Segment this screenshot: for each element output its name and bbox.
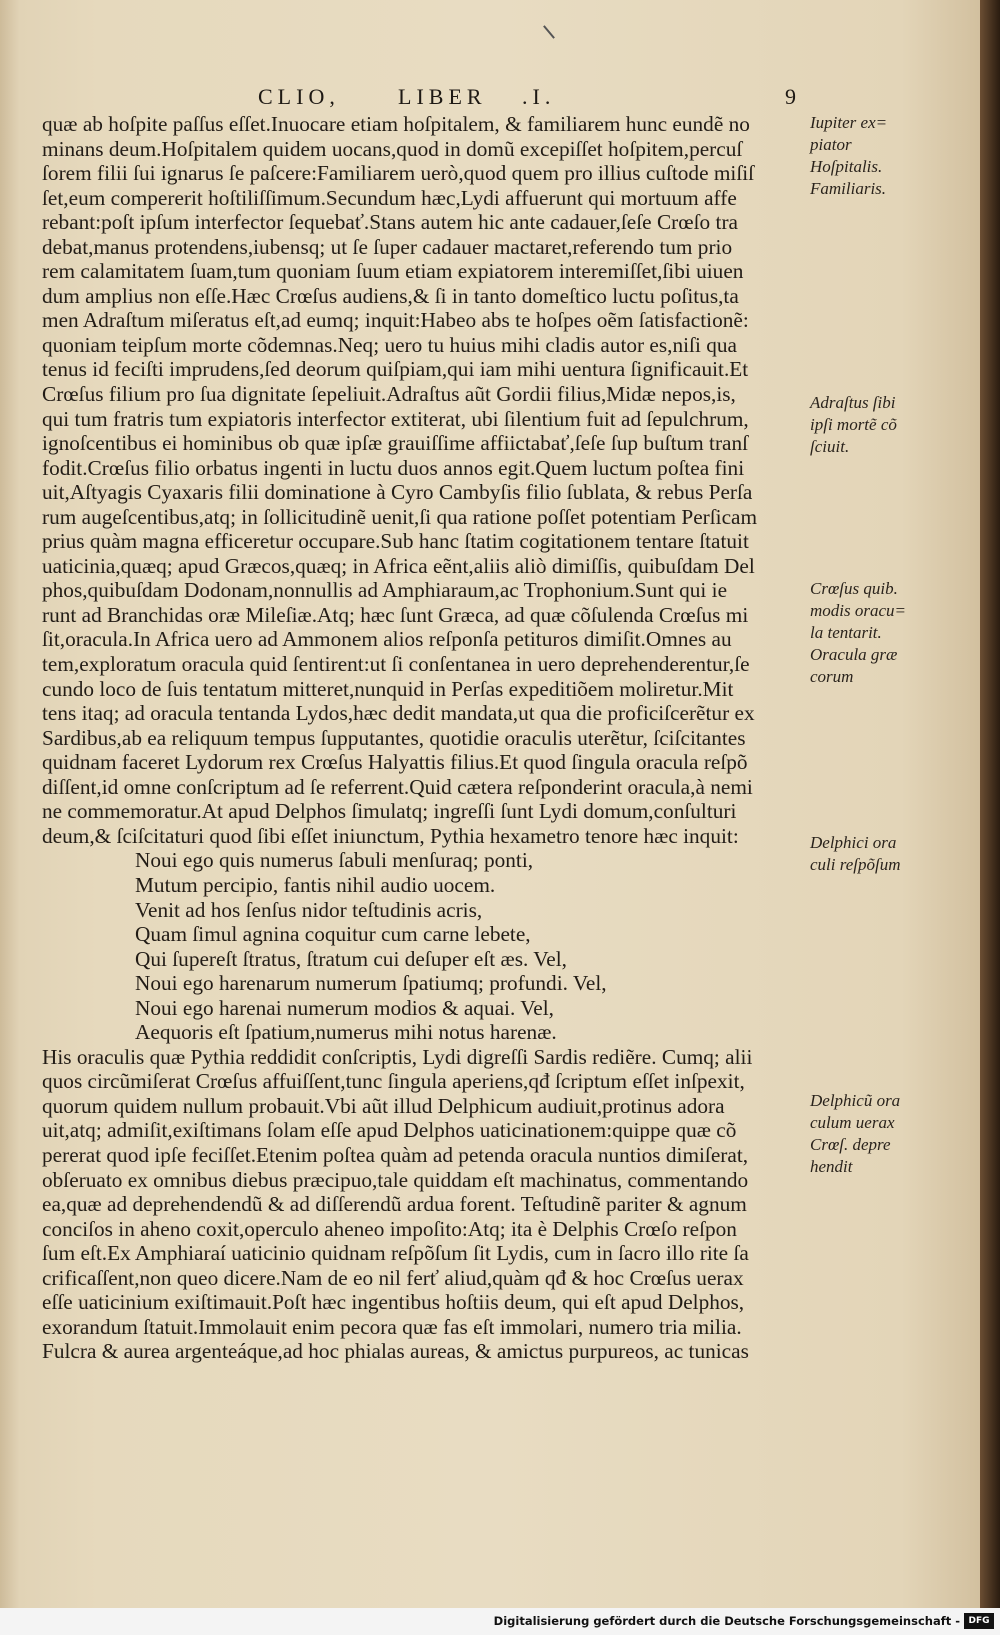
text-line: dum amplius non eſſe.Hæc Crœſus audiens,& ſi in tanto domeſtico luctu poſitus,ta — [42, 283, 739, 308]
text-line: prius quàm magna efficeretur occupare.Sub hanc ſtatim cogitationem tentare ſtatuit — [42, 529, 749, 554]
book-spine — [980, 0, 1000, 1635]
text-line: exorandum ſtatuit.Immolauit enim pecora quæ fas eſt immolari, numero tria milia. — [42, 1314, 742, 1339]
text-line: Fulcra & aurea argenteáque,ad hoc phialas aureas, & amictus purpureos, ac tunicas — [42, 1339, 749, 1364]
text-line: men Adraſtum miſeratus eſt,ad eumq; inquit:Habeo abs te hoſpes oẽm ſatisfactionẽ: — [42, 308, 749, 333]
marginal-line: corum — [810, 667, 854, 686]
text-line: cundo loco de ſuis tentatum mitteret,nunquid in Perſas expeditiõem moliretur.Mit — [42, 676, 734, 701]
text-line: ea,quæ ad deprehendendũ & ad diſſerendũ ardua forent. Teſtudinẽ pariter & agnum — [42, 1192, 747, 1217]
marginal-line: Delphicũ ora — [810, 1091, 901, 1110]
text-line: conciſos in aheno coxit,operculo aheneo impoſito:Atq; ita è Delphis Crœſo reſpon — [42, 1216, 737, 1241]
marginal-line: Crœſus quib. — [810, 579, 898, 598]
marginal-line: hendit — [810, 1157, 853, 1176]
footer-credit: Digitalisierung gefördert durch die Deutsche Forschungsgemeinschaft - — [493, 1614, 960, 1628]
marginal-line: piator — [810, 135, 852, 154]
text-line: uit,Aſtyagis Cyaxaris filii dominatione à Cyro Cambyſis filio ſublata, & rebus Perſa — [42, 480, 753, 505]
verse-line: Noui ego harenai numerum modios & aquai. Vel, — [135, 995, 554, 1020]
text-line: deum,& ſciſcitaturi quod ſibi eſſet iniunctum, Pythia hexametro tenore hæc inquit: — [42, 823, 739, 848]
verse-line: Mutum percipio, fantis nihil audio uocem. — [135, 872, 496, 897]
text-line: ne commemoratur.At apud Delphos ſimulatq; ingreſſi ſunt Lydi domum,conſulturi — [42, 799, 737, 824]
verse-line: Qui ſupereſt ſtratus, ſtratum cui deſuper eſt æs. Vel, — [135, 946, 567, 971]
text-line: quoniam teipſum morte cõdemnas.Neq; uero tu huius mihi cladis autor es,niſi qua — [42, 332, 737, 357]
text-line: quorum quidem nullum probauit.Vbi aũt illud Delphicum audiuit,protinus adora — [42, 1093, 725, 1118]
marginal-line: Hoſpitalis. — [810, 157, 883, 176]
text-line: rebant:poſt ipſum interfector ſequebať.Stans autem hic ante cadauer,ſeſe Crœſo tra — [42, 210, 738, 235]
verse-line: Quam ſimul agnina coquitur cum carne lebete, — [135, 922, 531, 947]
text-line: debat,manus protendens,iubensq; ut ſe ſuper cadauer mactaret,referendo tum prio — [42, 234, 733, 259]
marginal-line: modis oracu= — [810, 601, 906, 620]
marginal-line: ipſi mortẽ cõ — [810, 415, 897, 434]
running-header — [0, 84, 980, 114]
text-line: fodit.Crœſus filio orbatus ingenti in luctu duos annos egit.Quem luctum poſtea fini — [42, 455, 745, 480]
text-line: quos circũmiſerat Crœſus affuiſſent,tunc ſingula aperiens,qđ ſcriptum eſſet inſpexit, — [42, 1069, 745, 1094]
verse-line: Venit ad hos ſenſus nidor teſtudinis acris, — [135, 897, 483, 922]
marginal-note-4 — [810, 832, 960, 876]
text-line: runt ad Branchidas oræ Mileſiæ.Atq; hæc ſunt Græca, ad quæ cõſulenda Crœſus mi — [42, 602, 749, 627]
footer-bar — [0, 1608, 1000, 1635]
text-line: Sardibus,ab ea reliquum tempus ſupputantes, quotidie oraculis uterẽtur, ſciſcitantes — [42, 725, 746, 750]
ink-mark — [543, 25, 555, 39]
text-line: crificaſſent,non queo dicere.Nam de eo nil ferť aliud,quàm qđ & hoc Crœſus uerax — [42, 1265, 744, 1290]
marginal-line: culum uerax — [810, 1113, 895, 1132]
marginal-note-3 — [810, 578, 960, 688]
text-line: rem calamitatem ſuam,tum quoniam ſuum etiam expiatorem interemiſſet,ſibi uiuen — [42, 259, 744, 284]
marginal-line: la tentarit. — [810, 623, 882, 642]
marginal-line: Adraſtus ſibi — [810, 393, 896, 412]
marginal-note-5 — [810, 1090, 960, 1178]
marginal-line: ſciuit. — [810, 437, 850, 456]
text-line: ſit,oracula.In Africa uero ad Ammonem alios reſponſa petituros dimiſit.Omnes au — [42, 627, 732, 652]
text-line: eſſe uaticinium exiſtimauit.Poſt hæc ingentibus hoſtiis deum, qui eſt apud Delphos, — [42, 1290, 745, 1315]
text-line: uit,atq; admiſit,exiſtimans ſolam eſſe apud Delphos uaticinationem:quippe quæ cõ — [42, 1118, 737, 1143]
text-line: qui tum fratris tum expiatoris interfector extiterat, ubi ſilentium fuit ad ſepulchrum, — [42, 406, 749, 431]
text-line: quidnam faceret Lydorum rex Crœſus Halyattis filius.Et quod ſingula oracula reſpõ — [42, 750, 748, 775]
page-number: 9 — [785, 84, 801, 109]
header-liber: LIBER — [398, 84, 487, 109]
text-line: ſet,eum compererit hoſtiliſſimum.Secundum hæc,Lydi affuerunt qui mortuum affe — [42, 185, 737, 210]
header-number: .I. — [522, 84, 556, 109]
text-line: diſſent,id omne conſcriptum ad ſe referrent.Quid cætera reſponderint oracula,à nemi — [42, 774, 753, 799]
dfg-logo: DFG — [964, 1613, 994, 1629]
marginal-line: Familiaris. — [810, 179, 887, 198]
header-book: CLIO, — [258, 84, 340, 109]
text-line: minans deum.Hoſpitalem quidem uocans,quod in domũ excepiſſet hoſpitem,percuſ — [42, 136, 743, 161]
text-line: tens itaq; ad oracula tentanda Lydos,hæc dedit mandata,ut qua die proficiſcerẽtur ex — [42, 701, 755, 726]
text-line: His oraculis quæ Pythia reddidit conſcriptis, Lydi digreſſi Sardis rediẽre. Cumq; alii — [42, 1044, 753, 1069]
marginal-note-2 — [810, 392, 960, 458]
marginal-line: Iupiter ex= — [810, 113, 888, 132]
text-line: phos,quibuſdam Dodonam,nonnullis ad Amphiaraum,ac Trophonium.Sunt qui ie — [42, 578, 728, 603]
text-line: ignoſcentibus ei hominibus ob quæ ipſæ grauiſſime affiictabať,ſeſe ſup buſtum tranſ — [42, 431, 749, 456]
text-line: ſum eſt.Ex Amphiaraí uaticinio quidnam reſpõſum ſit Lydis, cum in ſacro illo rite ſa — [42, 1241, 749, 1266]
text-line: tem,exploratum oracula quid ſentirent:ut ſi conſentanea in uero deprehenderentur,ſe — [42, 652, 750, 677]
text-line: Crœſus filium pro ſua dignitate ſepeliuit.Adraſtus aũt Gordii filius,Midæ nepos,is, — [42, 382, 736, 407]
text-line: rum augeſcentibus,atq; in ſollicitudinẽ uenit,ſi qua ratione poſſet potentiam Perſicam — [42, 504, 758, 529]
text-line: quæ ab hoſpite paſſus eſſet.Inuocare etiam hoſpitalem, & familiarem hunc eundẽ no — [42, 112, 750, 136]
text-line: ſorem filii ſui ignarus ſe paſcere:Familiarem uerò,quod quem pro illius cuſtode miſiſ — [42, 161, 755, 186]
marginal-line: Oracula græ — [810, 645, 898, 664]
verse-line: Noui ego quis numerus ſabuli menſuraq; ponti, — [135, 848, 534, 873]
text-line: uaticinia,quæq; apud Græcos,quæq; in Africa eẽnt,aliis aliò dimiſſis, quibuſdam Del — [42, 553, 755, 578]
main-text — [42, 112, 804, 1364]
verse-line: Noui ego harenarum numerum ſpatiumq; profundi. Vel, — [135, 971, 607, 996]
marginal-line: Crœſ. depre — [810, 1135, 891, 1154]
verse-line: Aequoris eſt ſpatium,numerus mihi notus harenæ. — [135, 1020, 557, 1045]
marginal-note-1 — [810, 112, 960, 200]
text-line: obſeruato ex omnibus diebus præcipuo,tale quiddam eſt machinatus, commentando — [42, 1167, 749, 1192]
text-line: tenus id feciſti imprudens,ſed deorum quiſpiam,qui iam mihi uentura ſignificauit.Et — [42, 357, 749, 382]
marginal-line: Delphici ora — [810, 833, 897, 852]
text-line: pererat quod ipſe feciſſet.Etenim poſtea quàm ad petenda oracula nuntios dimiſerat, — [42, 1142, 749, 1167]
marginal-line: culi reſpõſum — [810, 855, 901, 874]
